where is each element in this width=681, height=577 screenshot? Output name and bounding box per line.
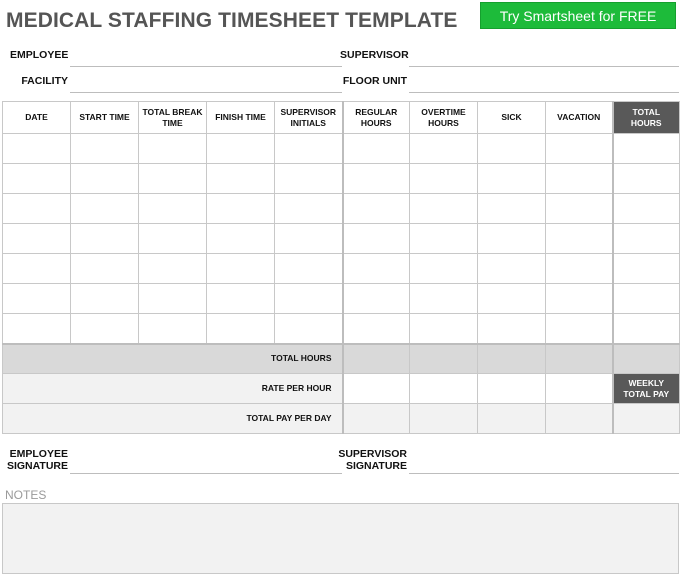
table-cell[interactable] (478, 224, 546, 254)
supervisor-signature-field[interactable] (409, 473, 679, 474)
table-cell[interactable] (546, 224, 613, 254)
table-cell[interactable] (343, 224, 410, 254)
table-cell[interactable] (410, 164, 478, 194)
table-cell[interactable] (613, 164, 680, 194)
table-cell[interactable] (478, 314, 546, 344)
table-cell[interactable] (207, 194, 275, 224)
table-cell[interactable] (71, 224, 139, 254)
rate-cell[interactable] (343, 374, 410, 404)
rate-cell[interactable] (546, 374, 613, 404)
table-cell[interactable] (546, 284, 613, 314)
facility-field[interactable] (70, 92, 342, 93)
table-cell[interactable] (275, 314, 343, 344)
col-header-total-break-time: TOTAL BREAK TIME (139, 102, 207, 134)
supervisor-label: SUPERVISOR (340, 49, 409, 61)
table-cell[interactable] (207, 284, 275, 314)
col-header-finish-time: FINISH TIME (207, 102, 275, 134)
total-cell (343, 344, 410, 374)
table-cell[interactable] (139, 314, 207, 344)
supervisor-field[interactable] (409, 66, 679, 67)
try-smartsheet-button[interactable]: Try Smartsheet for FREE (480, 2, 676, 29)
table-cell[interactable] (3, 314, 71, 344)
table-row (3, 194, 680, 224)
table-cell[interactable] (207, 254, 275, 284)
table-cell[interactable] (613, 194, 680, 224)
total-cell (546, 344, 613, 374)
total-hours-row (3, 344, 680, 374)
pay-cell (410, 404, 478, 434)
table-cell[interactable] (3, 224, 71, 254)
rate-cell[interactable] (410, 374, 478, 404)
total-cell (410, 344, 478, 374)
total-cell (613, 344, 680, 374)
table-cell[interactable] (275, 224, 343, 254)
col-header-vacation: VACATION (546, 102, 613, 134)
table-cell[interactable] (478, 254, 546, 284)
header-row (3, 102, 680, 134)
table-cell[interactable] (546, 314, 613, 344)
table-cell[interactable] (410, 284, 478, 314)
table-row (3, 314, 680, 344)
table-cell[interactable] (275, 254, 343, 284)
table-cell[interactable] (71, 284, 139, 314)
table-cell[interactable] (139, 224, 207, 254)
table-cell[interactable] (613, 134, 680, 164)
rate-per-hour-row (3, 374, 680, 404)
col-header-total-hours: TOTAL HOURS (613, 102, 680, 134)
table-cell[interactable] (139, 134, 207, 164)
table-cell[interactable] (275, 134, 343, 164)
timesheet-table (2, 101, 680, 434)
page-title: MEDICAL STAFFING TIMESHEET TEMPLATE (6, 9, 458, 32)
rate-cell[interactable] (478, 374, 546, 404)
table-cell[interactable] (410, 134, 478, 164)
table-cell[interactable] (343, 164, 410, 194)
employee-field[interactable] (70, 66, 342, 67)
table-cell[interactable] (275, 164, 343, 194)
table-cell[interactable] (3, 254, 71, 284)
table-cell[interactable] (613, 224, 680, 254)
table-cell[interactable] (3, 194, 71, 224)
employee-signature-label: EMPLOYEE SIGNATURE (6, 448, 68, 472)
table-cell[interactable] (343, 194, 410, 224)
floor-unit-field[interactable] (409, 92, 679, 93)
table-cell[interactable] (71, 164, 139, 194)
table-cell[interactable] (410, 314, 478, 344)
table-row (3, 284, 680, 314)
table-cell[interactable] (139, 194, 207, 224)
table-cell[interactable] (546, 164, 613, 194)
employee-label: EMPLOYEE (10, 49, 69, 61)
table-cell[interactable] (478, 164, 546, 194)
table-row (3, 134, 680, 164)
table-cell[interactable] (71, 254, 139, 284)
weekly-total-pay-label: WEEKLY TOTAL PAY (613, 374, 680, 404)
supervisor-signature-label: SUPERVISOR SIGNATURE (338, 448, 407, 472)
table-cell[interactable] (546, 134, 613, 164)
table-cell[interactable] (343, 134, 410, 164)
table-cell[interactable] (207, 134, 275, 164)
col-header-start-time: START TIME (71, 102, 139, 134)
notes-label: NOTES (5, 488, 47, 502)
table-cell[interactable] (139, 284, 207, 314)
table-cell[interactable] (613, 254, 680, 284)
table-cell[interactable] (275, 284, 343, 314)
pay-cell (478, 404, 546, 434)
pay-cell (343, 404, 410, 434)
table-cell[interactable] (478, 194, 546, 224)
table-row (3, 224, 680, 254)
table-cell[interactable] (410, 224, 478, 254)
table-cell[interactable] (3, 284, 71, 314)
total-pay-per-day-label: TOTAL PAY PER DAY (3, 404, 343, 434)
table-cell[interactable] (343, 254, 410, 284)
table-cell[interactable] (613, 284, 680, 314)
table-cell[interactable] (546, 194, 613, 224)
table-cell[interactable] (139, 164, 207, 194)
table-cell[interactable] (207, 164, 275, 194)
total-pay-per-day-row (3, 404, 680, 434)
table-cell[interactable] (478, 284, 546, 314)
table-cell[interactable] (275, 194, 343, 224)
table-cell[interactable] (546, 254, 613, 284)
table-cell[interactable] (139, 254, 207, 284)
table-row (3, 164, 680, 194)
table-cell[interactable] (343, 314, 410, 344)
col-header-regular-hours: REGULAR HOURS (343, 102, 410, 134)
col-header-supervisor-initials: SUPERVISOR INITIALS (275, 102, 343, 134)
table-cell[interactable] (410, 254, 478, 284)
rate-per-hour-label: RATE PER HOUR (3, 374, 343, 404)
table-cell[interactable] (410, 194, 478, 224)
table-cell[interactable] (3, 164, 71, 194)
table-cell[interactable] (207, 224, 275, 254)
col-header-sick: SICK (478, 102, 546, 134)
notes-field[interactable] (2, 503, 679, 574)
table-cell[interactable] (343, 284, 410, 314)
weekly-total-pay-cell (613, 404, 680, 434)
table-cell[interactable] (71, 194, 139, 224)
table-cell[interactable] (3, 134, 71, 164)
table-cell[interactable] (71, 134, 139, 164)
col-header-overtime-hours: OVERTIME HOURS (410, 102, 478, 134)
pay-cell (546, 404, 613, 434)
col-header-date: DATE (3, 102, 71, 134)
facility-label: FACILITY (21, 75, 68, 87)
table-cell[interactable] (613, 314, 680, 344)
employee-signature-field[interactable] (70, 473, 342, 474)
total-hours-label: TOTAL HOURS (3, 344, 343, 374)
table-cell[interactable] (478, 134, 546, 164)
table-cell[interactable] (71, 314, 139, 344)
table-row (3, 254, 680, 284)
floor-unit-label: FLOOR UNIT (342, 75, 407, 87)
total-cell (478, 344, 546, 374)
table-cell[interactable] (207, 314, 275, 344)
